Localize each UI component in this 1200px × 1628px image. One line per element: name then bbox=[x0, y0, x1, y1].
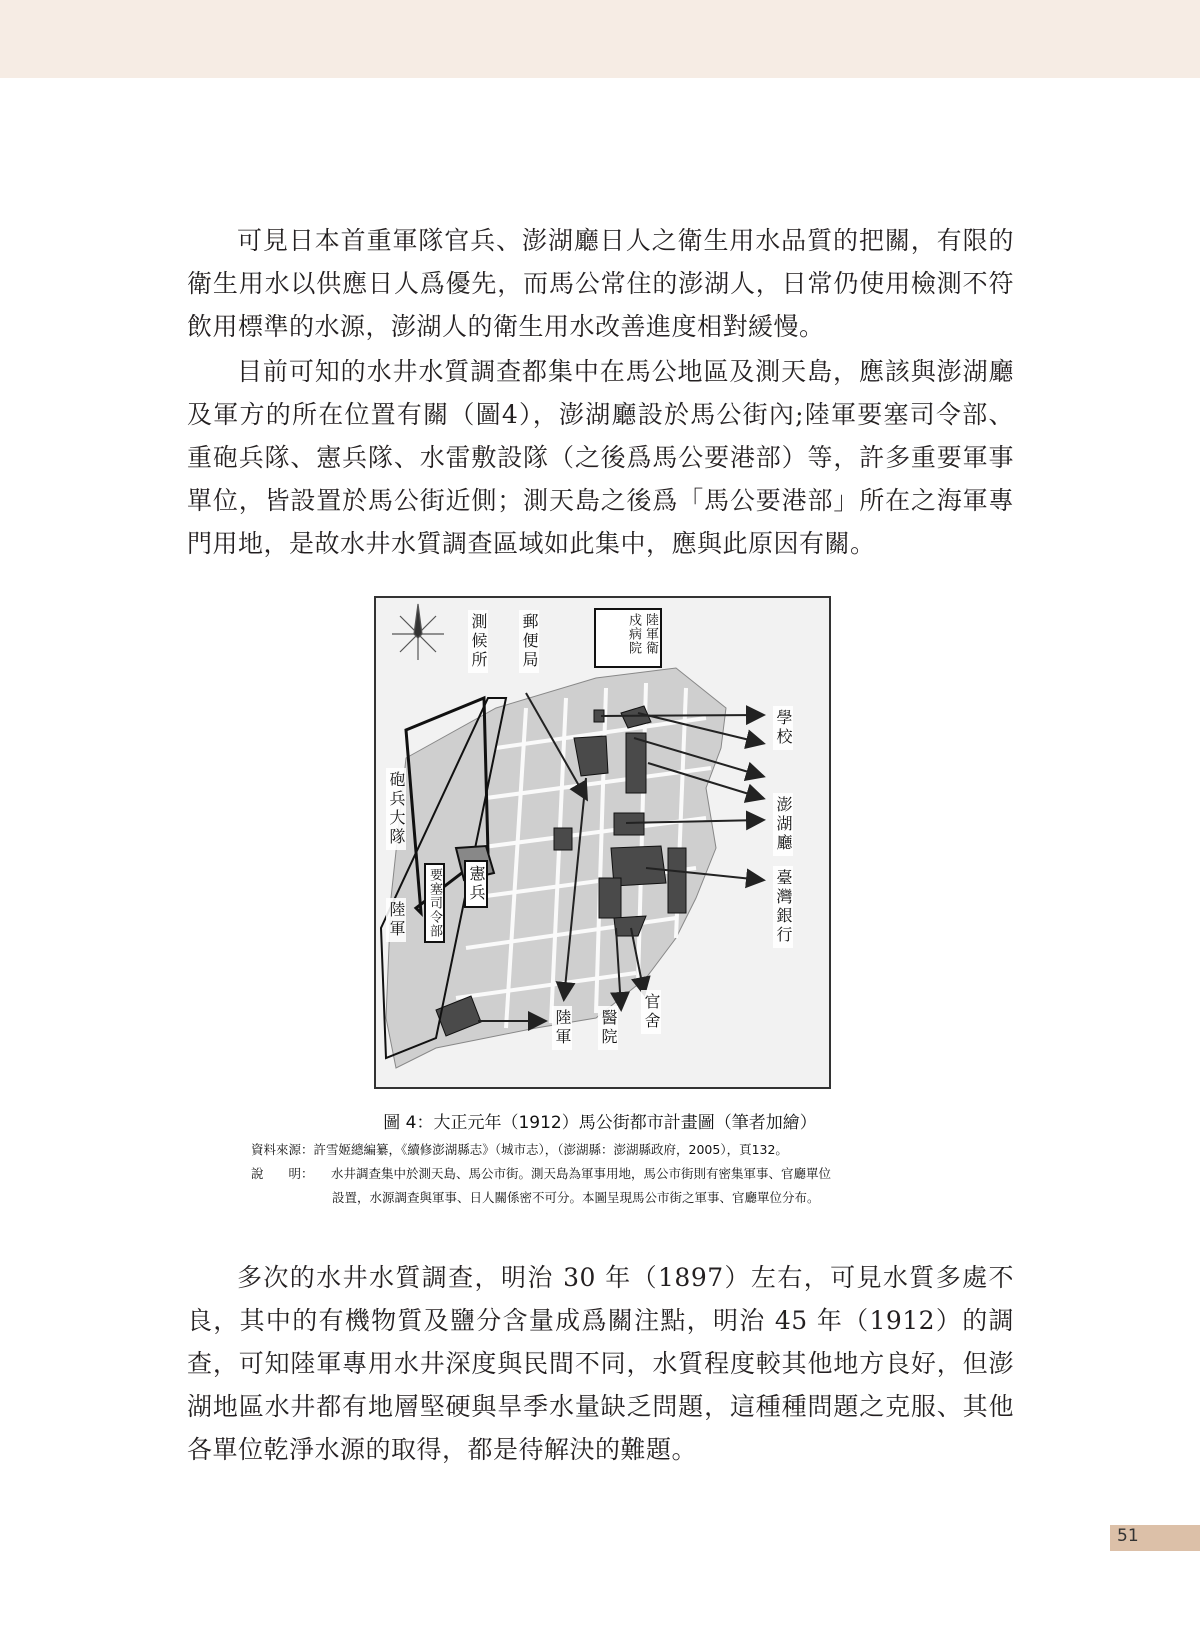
makung-city-plan-map bbox=[374, 596, 831, 1089]
top-header-band bbox=[0, 0, 1200, 78]
body-paragraph-1: 可見日本首重軍隊官兵、澎湖廳日人之衛生用水品質的把關，有限的衛生用水以供應日人爲優先，而馬公常住的澎湖人，日常仍使用檢測不符飲用標準的水源，澎湖人的衛生用水改善進度相對緩慢。 bbox=[187, 226, 1014, 341]
label-fortress-command: 要塞司令部 bbox=[424, 863, 445, 943]
source-text: 許雪姬總編纂，《續修澎湖縣志》（城市志），（澎湖縣：澎湖縣政府，2005），頁132。 bbox=[313, 1142, 788, 1157]
figure-source bbox=[251, 1141, 788, 1159]
compass-rose-icon bbox=[392, 604, 444, 660]
source-label: 資料來源： bbox=[251, 1142, 314, 1157]
figure-note-line-1 bbox=[251, 1165, 831, 1183]
label-army-bottom: 陸軍 bbox=[552, 1006, 572, 1050]
label-military-police: 憲兵 bbox=[464, 860, 488, 908]
label-hospital: 醫院 bbox=[598, 1006, 618, 1050]
note-label: 說 明： bbox=[251, 1166, 314, 1181]
note-text-1: 水井調查集中於測天島、馬公市街。測天島為軍事用地，馬公市街則有密集軍事、官廳單位 bbox=[331, 1166, 832, 1181]
figure-caption: 圖 4：大正元年（1912）馬公街都市計畫圖（筆者加繪） bbox=[383, 1113, 817, 1133]
label-bank-of-taiwan: 臺灣銀行 bbox=[773, 866, 793, 948]
page-number: 51 bbox=[1117, 1526, 1139, 1546]
body-paragraph-2: 目前可知的水井水質調查都集中在馬公地區及測天島，應該與澎湖廳及軍方的所在位置有關（圖4），澎湖廳設於馬公街內;陸軍要塞司令部、重砲兵隊、憲兵隊、水雷敷設隊（之後爲馬公要港部）等，許多重要軍事單位，皆設置於馬公街近側；測天島之後爲「馬公要港部」所在之海軍專門用地，是故水井水質調查區域如此集中，應與此原因有關。 bbox=[187, 357, 1014, 558]
label-official-residence: 官舍 bbox=[641, 990, 661, 1034]
label-post-office: 郵便局 bbox=[519, 610, 539, 673]
label-army-garrison-hospital: 陸軍衛戍病院 bbox=[594, 608, 662, 668]
label-artillery-battalion: 砲兵大隊 bbox=[386, 768, 406, 850]
label-army-left: 陸軍 bbox=[386, 898, 406, 942]
body-paragraph-3: 多次的水井水質調查，明治 30 年（1897）左右，可見水質多處不良，其中的有機物質及鹽分含量成爲關注點，明治 45 年（1912）的調查，可知陸軍專用水井深度與民間不同，水質程度較其他地方良好，但澎湖地區水井都有地層堅硬與旱季水量缺乏問題，這種種問題之克服、其他各單位乾淨水源的取得，都是待解決的難題。 bbox=[187, 1263, 1014, 1464]
figure-note-line-2: 設置，水源調查與軍事、日人關係密不可分。本圖呈現馬公市街之軍事、官廳單位分布。 bbox=[332, 1190, 820, 1205]
label-weather-station: 測候所 bbox=[468, 610, 488, 673]
label-school: 學校 bbox=[773, 706, 793, 750]
label-penghu-office: 澎湖廳 bbox=[773, 793, 793, 856]
